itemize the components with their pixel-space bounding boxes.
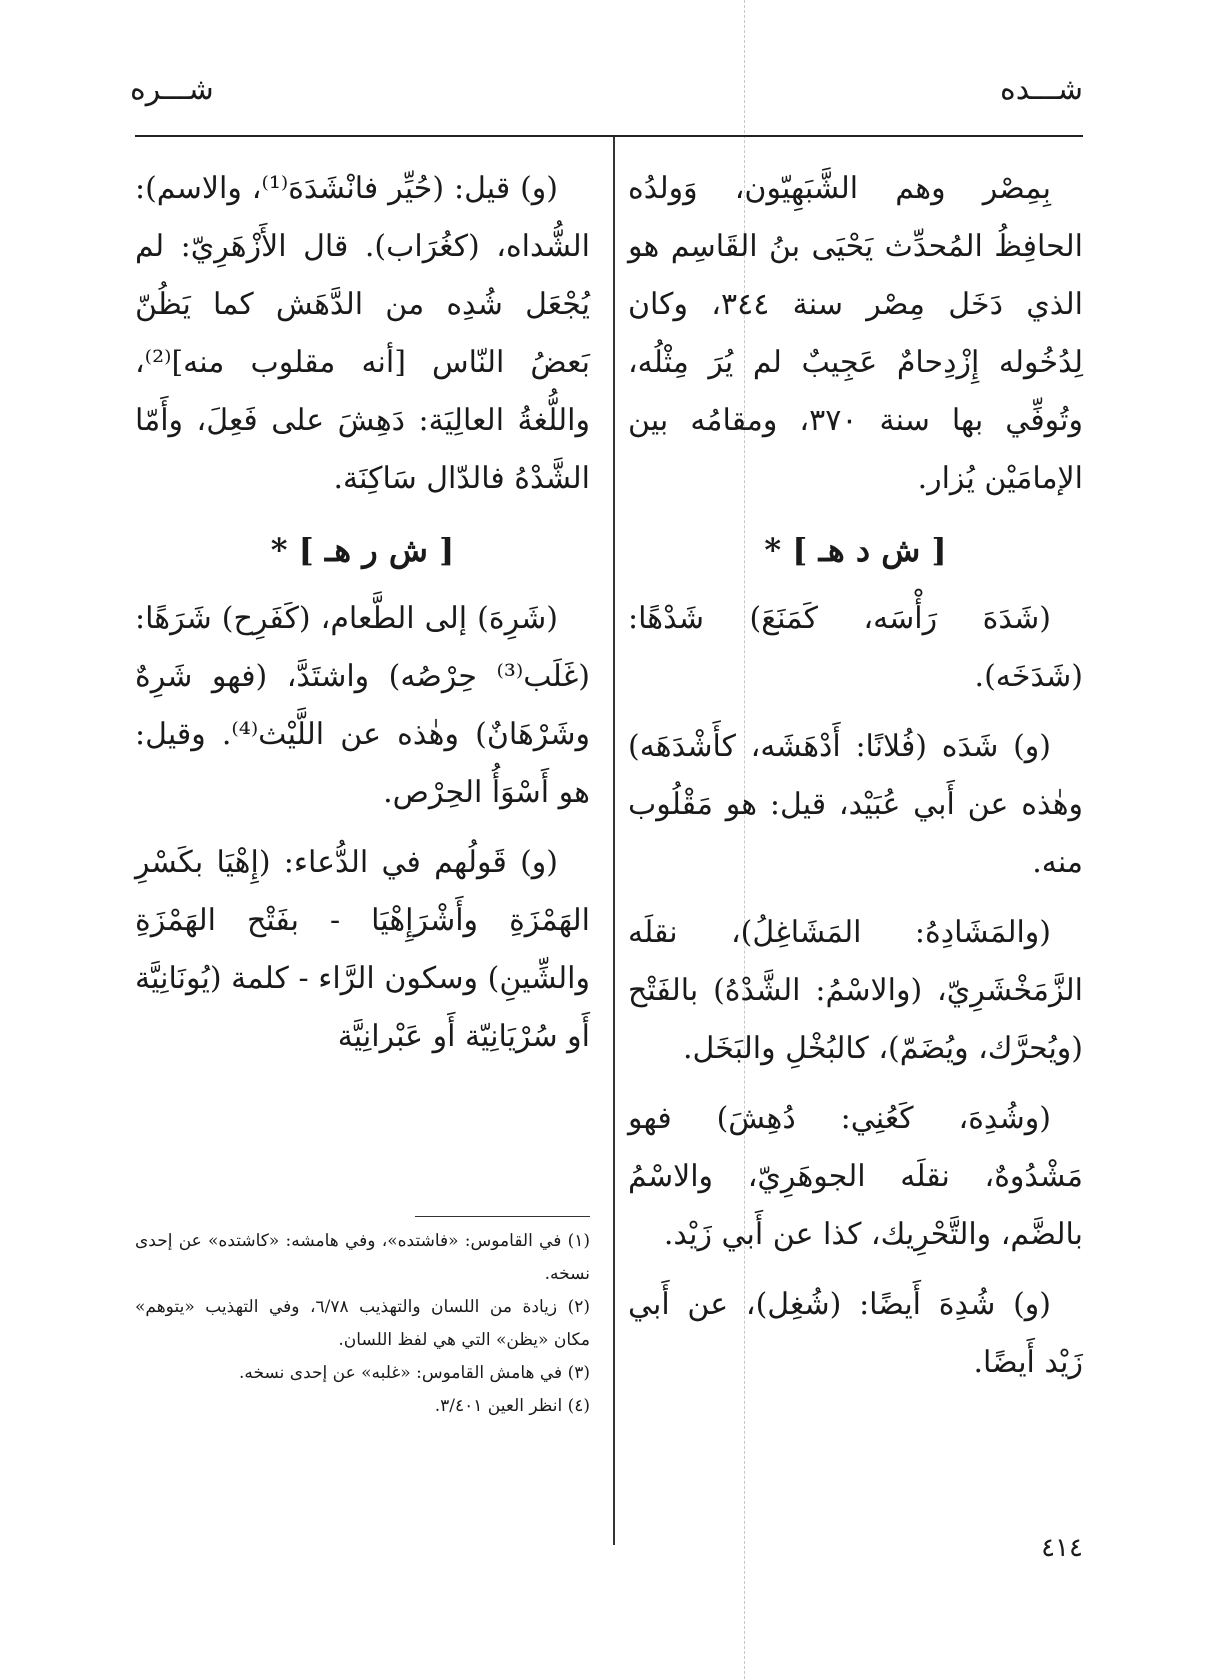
- running-header-left: شـــره: [130, 72, 214, 107]
- footnote: (٤) انظر العين ٣/٤٠١.: [434, 1396, 590, 1416]
- footnote: (٢) زيادة من اللسان والتهذيب ٦/٧٨، وفي التهذيب «يتوهم» مكان «يظن» التي هي لفظ اللسان.: [135, 1297, 590, 1350]
- paragraph: (و) قيل: (حُيِّر فانْشَدَهَ⁽¹⁾، والاسم): الشُّداه، (كغُرَاب). قال الأَزْهَرِيّ: لم يُجْعَل شُدِه من الدَّهَش كما يَظُنّ بَعضُ النّاس [أنه مقلوب منه]⁽²⁾، واللُّغةُ العالِيَة: دَهِشَ على فَعِلَ، وأَمّا الشَّدْهُ فالدّال سَاكِنَة.: [135, 171, 590, 496]
- paragraph: (وشُدِهَ، كَعُنِي: دُهِشَ) فهو مَشْدُوهٌ، نقلَه الجوهَرِيّ، والاسْمُ بالضَّم، والتَّحْرِيك، كذا عن أَبي زَيْد.: [628, 1101, 1083, 1252]
- footnotes: [135, 1225, 590, 1423]
- footnote: (٣) في هامش القاموس: «غلبه» عن إحدى نسخه.: [238, 1363, 590, 1383]
- left-column: [135, 160, 590, 1078]
- entry-title: [ ش د هـ ] *: [764, 531, 947, 569]
- page-number: ٤١٤: [1041, 1533, 1083, 1563]
- column-divider: [613, 137, 615, 1545]
- header-rule: [135, 135, 1083, 137]
- paragraph: (والمَشَادِهُ: المَشَاغِلُ)، نقلَه الزَّمَخْشَرِيّ، (والاسْمُ: الشَّدْهُ) بالفَتْح (ويُحرَّك، ويُضَمّ)، كالبُخْلِ والبَخَل.: [628, 915, 1083, 1066]
- footnote: (١) في القاموس: «فاشتده»، وفي هامشه: «كاشتده» عن إحدى نسخه.: [135, 1231, 590, 1284]
- paragraph: (و) قَولُهم في الدُّعاء: (إِهْيَا بكَسْرِ الهَمْزَةِ وأَشْرَإِهْيَا - بفَتْح الهَمْزَةِ والشِّينِ) وسكون الرَّاء - كلمة (يُونَانِيَّة أَو سُرْيَانِيّة أَو عَبْرانِيَّة: [135, 845, 590, 1054]
- paragraph: (شَرِهَ) إلى الطَّعام، (كَفَرِح) شَرَهًا: (غَلَب⁽³⁾ حِرْصُه) واشتَدَّ، (فهو شَرِهٌ وشَرْهَانٌ) وهٰذه عن اللَّيْث⁽⁴⁾. وقيل: هو أَسْوَأُ الحِرْص.: [135, 601, 590, 810]
- paragraph: (شَدَهَ رَأْسَه، كَمَنَعَ) شَدْهًا: (شَدَخَه).: [628, 601, 1083, 694]
- running-header-right: شـــده: [1000, 72, 1083, 107]
- paragraph: بِمِصْر وهم الشَّبَهِيّون، وَولدُه الحافِظُ المُحدِّث يَحْيَى بنُ القَاسِم هو الذي دَخَل مِصْر سنة ٣٤٤، وكان لِدُخُوله إِزْدِحامٌ عَجِيبٌ لم يُرَ مِثْلُه، وتُوفِّي بها سنة ٣٧٠، ومقامُه بين الإمامَيْن يُزار.: [628, 171, 1083, 496]
- right-column: [628, 160, 1083, 1404]
- paragraph: (و) شُدِهَ أَيضًا: (شُغِل)، عن أَبي زَيْد أَيضًا.: [628, 1287, 1083, 1380]
- footnote-rule: [415, 1216, 590, 1217]
- entry-title: [ ش ر هـ ] *: [270, 531, 455, 569]
- paragraph: (و) شَدَه (فُلانًا: أَدْهَشَه، كأَشْدَهَه) وهٰذه عن أَبي عُبَيْد، قيل: هو مَقْلُوب منه.: [628, 729, 1083, 880]
